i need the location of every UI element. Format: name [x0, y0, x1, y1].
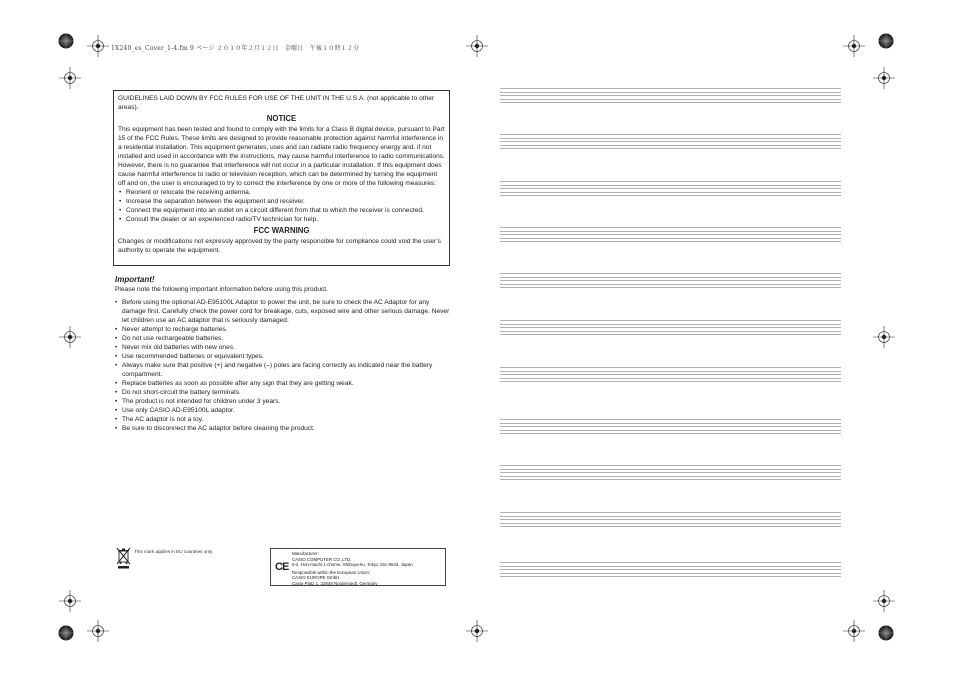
list-item: • Increase the separation between the equipment and receiver.: [118, 197, 445, 206]
staff-line: [500, 465, 841, 466]
staff-line: [500, 134, 841, 135]
staff-line: [500, 241, 841, 242]
staff-line: [500, 576, 841, 577]
list-item: • The product is not intended for children under 3 years.: [115, 397, 451, 406]
manufacturer-name: CASIO COMPUTER CO.,LTD.: [292, 556, 352, 562]
staff-line: [500, 231, 841, 232]
staff-line: [500, 227, 841, 228]
crossed-out-bin-icon: [116, 547, 131, 569]
eu-responsible-address: Casio-Platz 1, 22848 Norderstedt, Germany: [292, 580, 378, 586]
ce-mark-icon: CE: [275, 561, 289, 573]
crop-circle-mark-icon: [879, 626, 894, 641]
staff-line: [500, 320, 841, 321]
list-item: • The AC adaptor is not a toy.: [115, 415, 451, 424]
staff-line: [500, 519, 841, 520]
staff-line: [500, 562, 841, 563]
crop-registration-mark-icon: [873, 326, 895, 348]
crop-registration-mark-icon: [87, 35, 109, 57]
staff-line: [500, 423, 841, 424]
list-item: • Be sure to disconnect the AC adaptor before cleaning the product.: [115, 424, 451, 433]
staff-line: [500, 331, 841, 332]
list-item: • Connect the equipment into an outlet on a circuit different from that to which the receiver is connected.: [118, 206, 445, 215]
staff-line: [500, 273, 841, 274]
manufacturer-label: Manufacturer:: [292, 551, 320, 556]
music-staff: [500, 181, 841, 197]
music-staff: [500, 562, 841, 578]
eu-mark-note: This mark applies in EU countries only.: [134, 549, 214, 554]
music-staff: [500, 88, 841, 104]
file-info-header: 1X240_es_Cover_1-4.fm 9 ページ ２０１０年２月１２日 金曜日 午後１０時１２分: [111, 45, 360, 52]
fcc-notice-box: [113, 90, 450, 266]
crop-registration-mark-icon: [466, 620, 488, 642]
music-staff: [500, 320, 841, 336]
staff-line: [500, 324, 841, 325]
important-heading: Important!: [115, 275, 155, 284]
staff-line: [500, 426, 841, 427]
staff-line: [500, 516, 841, 517]
list-item: • Reorient or relocate the receiving antenna.: [118, 188, 445, 197]
staff-line: [500, 374, 841, 375]
staff-line: [500, 188, 841, 189]
crop-registration-mark-icon: [87, 620, 109, 642]
crop-circle-mark-icon: [879, 34, 894, 49]
list-item: • Consult the dealer or an experienced radio/TV technician for help.: [118, 215, 445, 224]
notice-heading: NOTICE: [266, 114, 297, 123]
eu-responsible-name: CASIO EUROPE GmbH: [292, 575, 340, 581]
measures-list: [118, 188, 445, 224]
list-item: • Do not short-circuit the battery terminals.: [115, 388, 451, 397]
music-staff: [500, 227, 841, 243]
staff-line: [500, 430, 841, 431]
important-list: [115, 298, 451, 433]
staff-line: [500, 234, 841, 235]
staff-line: [500, 334, 841, 335]
list-item: • Do not use rechargeable batteries.: [115, 334, 451, 343]
crop-circle-mark-icon: [59, 626, 74, 641]
staff-line: [500, 102, 841, 103]
staff-line: [500, 99, 841, 100]
staff-line: [500, 512, 841, 513]
important-intro: Please note the following important information before using this product.: [115, 286, 328, 293]
staff-line: [500, 476, 841, 477]
fcc-guidelines-text: GUIDELINES LAID DOWN BY FCC RULES FOR USE OF THE UNIT IN THE U.S.A. (not applicable to other areas).: [118, 95, 435, 111]
staff-line: [500, 181, 841, 182]
staff-line: [500, 573, 841, 574]
music-staff: [500, 512, 841, 528]
staff-line: [500, 523, 841, 524]
fcc-warning-body: Changes or modifications not expressly approved by the party responsible for compliance could void the user’s authority to operate the equipment.: [118, 238, 442, 254]
list-item: • Never mix old batteries with new ones.: [115, 343, 451, 352]
crop-registration-mark-icon: [59, 326, 81, 348]
staff-line: [500, 566, 841, 567]
staff-line: [500, 88, 841, 89]
staff-line: [500, 327, 841, 328]
manufacturer-address: 6-2, Hon-machi 1-chome, Shibuya-ku, Tokyo 151-8543, Japan: [292, 562, 413, 568]
staff-line: [500, 95, 841, 96]
list-item: • Never attempt to recharge batteries.: [115, 325, 451, 334]
staff-line: [500, 433, 841, 434]
staff-line: [500, 280, 841, 281]
list-item: • Use only CASIO AD-E95100L adaptor.: [115, 406, 451, 415]
staff-line: [500, 92, 841, 93]
staff-line: [500, 381, 841, 382]
list-item: • Always make sure that positive (+) and negative (–) poles are facing correctly as indicated near the battery compartment.: [115, 361, 451, 379]
staff-line: [500, 148, 841, 149]
list-item: • Replace batteries as soon as possible after any sign that they are getting weak.: [115, 379, 451, 388]
staff-line: [500, 371, 841, 372]
staff-line: [500, 287, 841, 288]
music-staff: [500, 367, 841, 383]
crop-registration-mark-icon: [873, 590, 895, 612]
crop-registration-mark-icon: [843, 35, 865, 57]
staff-line: [500, 526, 841, 527]
staff-line: [500, 569, 841, 570]
staff-line: [500, 472, 841, 473]
staff-line: [500, 479, 841, 480]
staff-line: [500, 145, 841, 146]
staff-line: [500, 284, 841, 285]
list-item: • Use recommended batteries or equivalent types.: [115, 352, 451, 361]
staff-line: [500, 367, 841, 368]
music-staff: [500, 134, 841, 150]
manufacturer-box: [270, 548, 446, 586]
staff-line: [500, 141, 841, 142]
notice-body: This equipment has been tested and found to comply with the limits for a Class B digital device, pursuant to Part 15 of the FCC Rules. These limits are designed to provide reasonable protection against harmful interference in a residential installation. This equipment generates, uses and can radiate radio frequency energy and, if not installed and used in accordance with the instructions, may cause harmful interference to radio communications. However, there is no guarantee that interference will not occur in a particular installation. If this equipment does cause harmful interference to radio or television reception, which can be determined by turning the equipment off and on, the user is encouraged to try to correct the interference by one or more of the following measures:: [118, 126, 445, 187]
music-staff: [500, 465, 841, 481]
crop-registration-mark-icon: [843, 620, 865, 642]
crop-registration-mark-icon: [59, 67, 81, 89]
important-section: [115, 274, 451, 433]
crop-circle-mark-icon: [59, 34, 74, 49]
staff-line: [500, 185, 841, 186]
fcc-warning-heading: FCC WARNING: [253, 226, 310, 235]
staff-line: [500, 419, 841, 420]
crop-registration-mark-icon: [59, 590, 81, 612]
list-item: • Before using the optional AD-E95100L Adaptor to power the unit, be sure to check the AC Adaptor for any damage first. Carefully check the power cord for breakage, cuts, exposed wire and other serious damage. Never let children use an AC adaptor that is seriously damaged.: [115, 298, 451, 325]
crop-registration-mark-icon: [873, 67, 895, 89]
staff-line: [500, 238, 841, 239]
music-staff: [500, 273, 841, 289]
crop-registration-mark-icon: [466, 35, 488, 57]
staff-line: [500, 195, 841, 196]
staff-line: [500, 378, 841, 379]
music-staff: [500, 419, 841, 435]
staff-line: [500, 277, 841, 278]
staff-line: [500, 469, 841, 470]
staff-line: [500, 138, 841, 139]
manufacturer-info: [292, 551, 413, 587]
eu-responsible-label: Responsible within the European Union:: [292, 569, 371, 575]
staff-line: [500, 192, 841, 193]
